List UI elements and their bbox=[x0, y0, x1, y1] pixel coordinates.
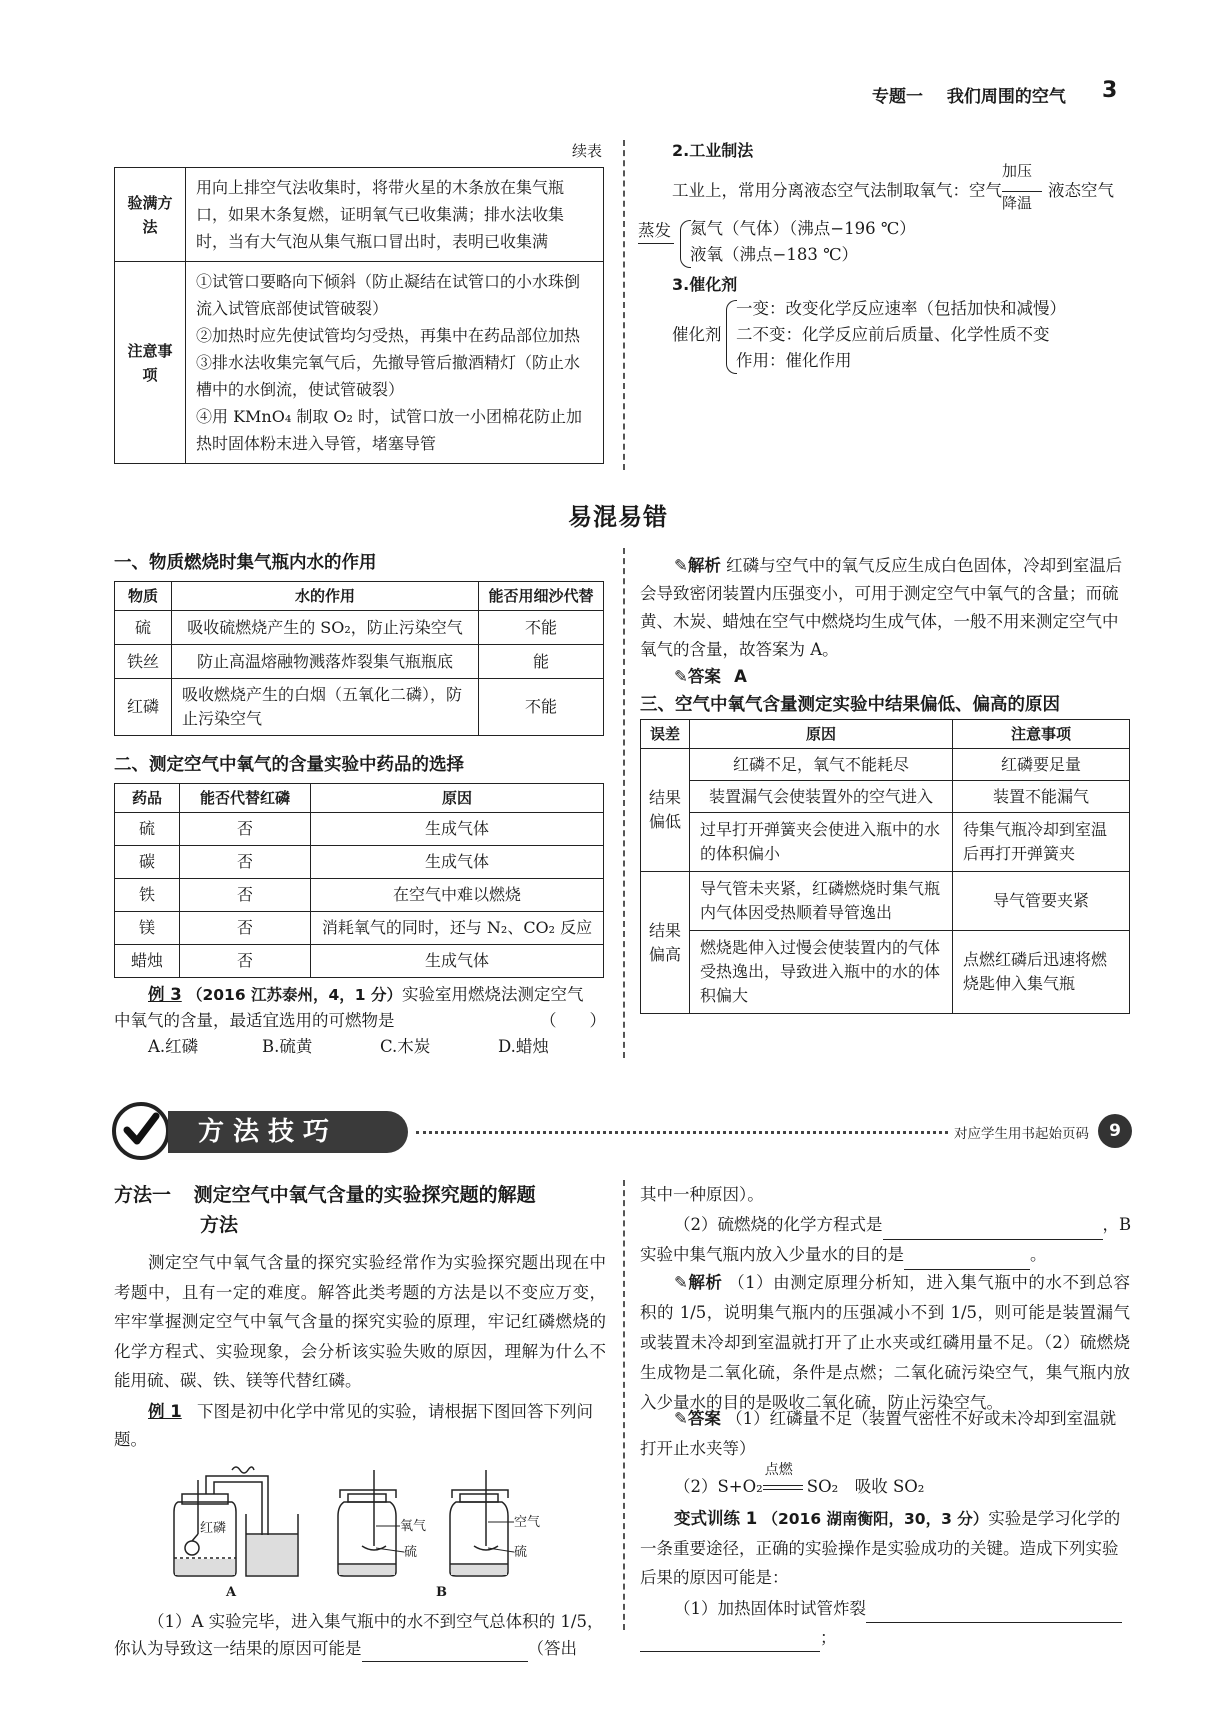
label-oxygen: 氧气 bbox=[400, 1519, 427, 1534]
answer3: ✎答案 A bbox=[674, 667, 747, 686]
table-row: 碳 否 生成气体 bbox=[115, 846, 604, 879]
answer-icon: ✎ bbox=[674, 667, 688, 686]
analysis3: ✎解析 红磷与空气中的氧气反应生成白色固体，冷却到室温后会导致密闭装置内压强变小，可用于测定空气中氧气的含量；而硫黄、木炭、蜡烛在空气中燃烧均生成气体，一般不用来测定空气中氧气的含量，故答案为 A。 bbox=[640, 556, 1123, 659]
industrial-heading: 2.工业制法 bbox=[672, 141, 754, 160]
banner-title-box bbox=[168, 1111, 408, 1153]
water-role-table bbox=[114, 581, 604, 736]
answer1: ✎答案 （1）红磷量不足（装置气密性不好或未冷却到室温就打开止水夹等） bbox=[640, 1409, 1117, 1458]
table-row: 燃烧匙伸入过慢会使装置内的气体受热逸出，导致进入瓶中的水的体积偏大 点燃红磷后迅速将燃烧匙伸入集气瓶 bbox=[641, 931, 1130, 1014]
analysis-tag: ✎解析 bbox=[674, 556, 721, 575]
section-title: 易混易错 bbox=[568, 503, 668, 531]
catalyst-label: 催化剂 bbox=[672, 325, 722, 344]
row-content: 用向上排空气法收集时，将带火星的木条放在集气瓶口，如果木条复燃，证明氧气已收集满；排水法收集时，当有大气泡从集气瓶口冒出时，表明已收集满 bbox=[186, 168, 604, 262]
answer-tag: ✎答案 bbox=[674, 1409, 721, 1428]
example3: 例 3 （2016 江苏泰州，4，1 分）实验室用燃烧法测定空气 中氧气的含量，最适宜选用的可燃物是 （ ） A.红磷 B.硫黄 C.木炭 D.蜡烛 bbox=[114, 982, 606, 1060]
table-header-row: 误差 原因 注意事项 bbox=[641, 720, 1130, 749]
answer-tag: ✎答案 bbox=[674, 667, 721, 686]
option-c: C.木炭 bbox=[380, 1037, 431, 1056]
table-row: 装置漏气会使装置外的空气进入 装置不能漏气 bbox=[641, 781, 1130, 813]
analysis-tag: ✎解析 bbox=[674, 1273, 723, 1292]
table-row: 硫 吸收硫燃烧产生的 SO₂，防止污染空气 不能 bbox=[115, 611, 604, 645]
confuse2-heading: 二、测定空气中氧气的含量实验中药品的选择 bbox=[114, 755, 464, 775]
table-row: 红磷 吸收燃烧产生的白烟（五氧化二磷），防止污染空气 不能 bbox=[115, 679, 604, 736]
banner-ref-page: 9 bbox=[1098, 1114, 1132, 1148]
header-topic-title: 我们周围的空气 bbox=[946, 87, 1066, 107]
header-topic: 专题一 bbox=[872, 87, 923, 107]
column-divider bbox=[623, 140, 625, 470]
table-header-row: 物质 水的作用 能否用细沙代替 bbox=[115, 582, 604, 611]
evaporate-label: 蒸发 bbox=[638, 221, 671, 240]
reagent-table bbox=[114, 783, 604, 978]
question-continued: 其中一种原因）。 （2）硫燃烧的化学方程式是 ，B 实验中集气瓶内放入少量水的目的是 。 bbox=[640, 1180, 1130, 1270]
answer1-equation: （2）S+O₂ 点燃 SO₂ 吸收 SO₂ bbox=[674, 1461, 925, 1496]
method1-intro: 测定空气中氧气含量的探究实验经常作为实验探究题出现在中考题中，且有一定的难度。解答此类考题的方法是以不变应万变，牢牢掌握测定空气中氧气含量的探究实验的原理，牢记红磷燃烧的化学方程式、实验现象，会分析该实验失败的原因，理解为什么不能用硫、碳、铁、镁等代替红磷。 bbox=[114, 1253, 606, 1390]
answer-blank[interactable] bbox=[640, 1633, 820, 1652]
evaporate-arrow bbox=[638, 243, 674, 244]
example-label: 例 1 bbox=[148, 1402, 182, 1421]
table-row bbox=[115, 262, 604, 464]
answer-blank[interactable] bbox=[362, 1643, 528, 1662]
method1-title: 方法一 测定空气中氧气含量的实验探究题的解题 方法 bbox=[114, 1184, 536, 1236]
figure-label-a: A bbox=[226, 1585, 237, 1600]
method-banner bbox=[112, 1100, 1132, 1164]
variant-label: 变式训练 1 bbox=[674, 1509, 758, 1528]
page-number: 3 bbox=[1102, 78, 1118, 103]
checkmark-icon bbox=[112, 1102, 170, 1160]
method-label: 方法一 bbox=[114, 1184, 172, 1206]
catalyst-item: 二不变：化学反应前后质量、化学性质不变 bbox=[736, 325, 1050, 344]
table-row: 过早打开弹簧夹会使进入瓶中的水的体积偏小 待集气瓶冷却到室温后再打开弹簧夹 bbox=[641, 813, 1130, 872]
confuse1-heading: 一、物质燃烧时集气瓶内水的作用 bbox=[114, 553, 377, 573]
option-d: D.蜡烛 bbox=[498, 1037, 549, 1056]
answer-blank[interactable] bbox=[883, 1221, 1103, 1240]
table-header-row: 药品 能否代替红磷 原因 bbox=[115, 784, 604, 813]
product-oxygen: 液氧（沸点−183 ℃） bbox=[690, 245, 859, 264]
apparatus-figure bbox=[162, 1454, 602, 1582]
analysis-icon: ✎ bbox=[674, 556, 688, 575]
catalyst-heading: 3.催化剂 bbox=[672, 275, 738, 294]
row-label: 验满方法 bbox=[115, 168, 186, 262]
variant1: 变式训练 1 （2016 湖南衡阳，30，3 分）实验是学习化学的一条重要途径，正确的实验操作是实验成功的关键。造成下列实验后果的原因可能是： bbox=[640, 1509, 1121, 1587]
option-b: B.硫黄 bbox=[262, 1037, 313, 1056]
analysis1: ✎解析 （1）由测定原理分析知，进入集气瓶中的水不到总容积的 1/5，说明集气瓶内的压强减小不到 1/5，则可能是装置漏气或装置未冷却到室温就打开了止水夹或红磷用量不足。（2）硫燃烧生成物是二氧化硫，条件是点燃；二氧化硫污染空气，集气瓶内放入少量水的目的是吸收二氧化硫，防止污染空气。 bbox=[640, 1273, 1130, 1412]
table-row: 铁 否 在空气中难以燃烧 bbox=[115, 879, 604, 912]
arrow-bottom-label: 降温 bbox=[1002, 193, 1033, 212]
answer-icon: ✎ bbox=[674, 1409, 688, 1428]
evaporate-block bbox=[638, 216, 1098, 272]
running-header bbox=[872, 84, 1066, 110]
table-row: 铁丝 防止高温熔融物溅落炸裂集气瓶瓶底 能 bbox=[115, 645, 604, 679]
table-row: 蜡烛 否 生成气体 bbox=[115, 945, 604, 978]
row-content: ①试管口要略向下倾斜（防止凝结在试管口的小水珠倒流入试管底部使试管破裂） ②加热时应先使试管均匀受热，再集中在药品部位加热 ③排水法收集完氧气后，先撤导管后撤酒精灯（防止水槽中的水倒流，使试管破裂） ④用 KMnO₄ 制取 O₂ 时，试管口放一小团棉花防止加热时固体粉末进入导管，堵塞导管 bbox=[186, 262, 604, 464]
arrow-top-label: 加压 bbox=[1002, 161, 1033, 180]
catalyst-item: 作用：催化作用 bbox=[736, 351, 852, 370]
product-nitrogen: 氮气（气体）（沸点−196 ℃） bbox=[690, 219, 916, 238]
label-sulfur: 硫 bbox=[404, 1545, 418, 1560]
table-row bbox=[115, 168, 604, 262]
label-sulfur-2: 硫 bbox=[514, 1545, 528, 1560]
arrow-line bbox=[1002, 191, 1042, 192]
answer-blank[interactable] bbox=[866, 1604, 1122, 1623]
column-divider bbox=[623, 1180, 625, 1630]
figure-label-b: B bbox=[436, 1585, 447, 1600]
variant-source: （2016 湖南衡阳，30，3 分） bbox=[762, 1510, 989, 1528]
label-air: 空气 bbox=[514, 1515, 541, 1530]
confuse3-heading: 三、空气中氧气含量测定实验中结果偏低、偏高的原因 bbox=[640, 695, 1060, 715]
industrial-line: 工业上，常用分离液态空气法制取氧气：空气 加压 降温 液态空气 bbox=[672, 161, 1114, 212]
table-row: 结果偏低 红磷不足，氧气不能耗尽 红磷要足量 bbox=[641, 749, 1130, 781]
example1: 例 1 下图是初中化学中常见的实验，请根据下图回答下列问题。 bbox=[114, 1402, 593, 1449]
column-divider bbox=[623, 548, 625, 1058]
row-label: 注意事项 bbox=[115, 262, 186, 464]
question1: （1）A 实验完毕，进入集气瓶中的水不到空气总体积的 1/5， 你认为导致这一结果的原因可能是 （答出 bbox=[114, 1608, 606, 1662]
continued-label: 续表 bbox=[572, 142, 603, 160]
example-source: （2016 江苏泰州，4，1 分） bbox=[186, 986, 402, 1004]
table-row: 硫 否 生成气体 bbox=[115, 813, 604, 846]
banner-ref-text: 对应学生用书起始页码 bbox=[950, 1121, 1089, 1147]
option-a: A.红磷 bbox=[148, 1037, 199, 1056]
table-row: 镁 否 消耗氧气的同时，还与 N₂、CO₂ 反应 bbox=[115, 912, 604, 945]
error-table bbox=[640, 719, 1130, 1014]
analysis-icon: ✎ bbox=[674, 1273, 688, 1292]
catalyst-block bbox=[672, 296, 1132, 378]
condition-label: 点燃 bbox=[764, 1461, 793, 1478]
example-label: 例 3 bbox=[148, 985, 182, 1004]
table-row: 结果偏高 导气管未夹紧，红磷燃烧时集气瓶内气体因受热顺着导管逸出 导气管要夹紧 bbox=[641, 872, 1130, 931]
catalyst-item: 一变：改变化学反应速率（包括加快和减慢） bbox=[736, 299, 1066, 318]
label-red-phosphorus: 红磷 bbox=[200, 1521, 227, 1536]
variant1-q1: （1）加热固体时试管炸裂 ； bbox=[640, 1594, 1130, 1652]
top-table bbox=[114, 167, 604, 464]
banner-title: 方法技巧 bbox=[198, 1117, 339, 1147]
